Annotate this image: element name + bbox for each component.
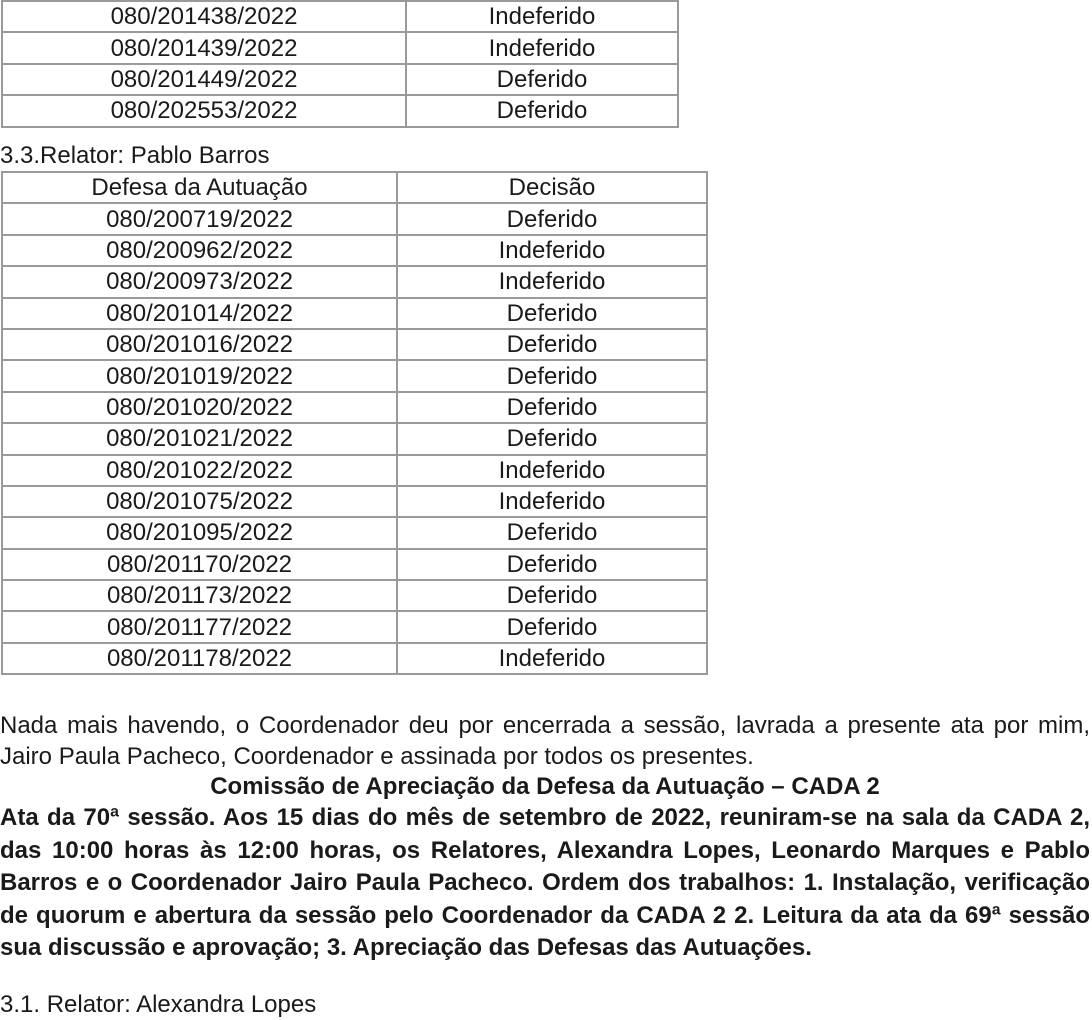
decisao-cell: Deferido — [397, 517, 707, 548]
defesa-number-cell: 080/200719/2022 — [2, 203, 397, 234]
defesa-number-cell: 080/202553/2022 — [2, 95, 406, 126]
decisao-cell: Indeferido — [406, 32, 678, 63]
decisao-cell: Deferido — [397, 329, 707, 360]
table-row — [2, 580, 707, 611]
defesa-number-cell: 080/200973/2022 — [2, 266, 397, 297]
defesa-number-cell: 080/201449/2022 — [2, 64, 406, 95]
defesa-number-cell: 080/200962/2022 — [2, 235, 397, 266]
table-header-row — [2, 172, 707, 203]
defesa-number-cell: 080/201019/2022 — [2, 360, 397, 391]
defesa-number-cell: 080/201170/2022 — [2, 549, 397, 580]
defesa-number-cell: 080/201075/2022 — [2, 486, 397, 517]
decisao-cell: Indeferido — [397, 486, 707, 517]
defesa-number-cell: 080/201438/2022 — [2, 1, 406, 32]
decisao-cell: Deferido — [397, 298, 707, 329]
table-row — [2, 329, 707, 360]
table-row — [2, 1, 678, 32]
defesa-number-cell: 080/201022/2022 — [2, 455, 397, 486]
table-row — [2, 203, 707, 234]
closing-paragraph: Nada mais havendo, o Coordenador deu por encerrada a sessão, lavrada a presente ata por mim, Jairo Paula Pacheco, Coordenador e assinada por todos os presentes. — [0, 712, 1090, 770]
column-header-defesa: Defesa da Autuação — [2, 172, 397, 203]
table-row — [2, 643, 707, 674]
decisao-cell: Deferido — [397, 203, 707, 234]
table-row — [2, 423, 707, 454]
defesa-number-cell: 080/201178/2022 — [2, 643, 397, 674]
relator-heading-pablo-barros: 3.3.Relator: Pablo Barros — [0, 142, 270, 169]
decisao-cell: Deferido — [397, 549, 707, 580]
table-row — [2, 298, 707, 329]
table-row — [2, 32, 678, 63]
section-heading: Comissão de Apreciação da Defesa da Autuação – CADA 2 — [210, 773, 880, 800]
table-row — [2, 517, 707, 548]
ata-paragraph: Ata da 70ª sessão. Aos 15 dias do mês de setembro de 2022, reuniram-se na sala da CADA 2, das 10:00 horas às 12:00 horas, os Relatores, Alexandra Lopes, Leonardo Marques e Pablo Barros e o Coordenador Jairo Paula Pacheco. Ordem dos trabalhos: 1. Instalação, verificação de quorum e abertura da sessão pelo Coordenador da CADA 2 2. Leitura da ata da 69ª sessão sua discussão e aprovação; 3. Apreciação das Defesas das Autuações. — [0, 804, 1090, 961]
decisao-cell: Deferido — [397, 360, 707, 391]
defesa-number-cell: 080/201439/2022 — [2, 32, 406, 63]
table-row — [2, 95, 678, 126]
decisao-cell: Deferido — [397, 611, 707, 642]
relator-heading-alexandra-lopes: 3.1. Relator: Alexandra Lopes — [0, 991, 317, 1018]
decisao-cell: Deferido — [397, 580, 707, 611]
defesa-number-cell: 080/201020/2022 — [2, 392, 397, 423]
decision-table-pablo-barros — [1, 171, 708, 675]
table-row — [2, 611, 707, 642]
defesa-number-cell: 080/201021/2022 — [2, 423, 397, 454]
table-row — [2, 392, 707, 423]
defesa-number-cell: 080/201173/2022 — [2, 580, 397, 611]
table-row — [2, 455, 707, 486]
decisao-cell: Deferido — [406, 95, 678, 126]
table-row — [2, 486, 707, 517]
decision-table-continued — [1, 0, 679, 128]
defesa-number-cell: 080/201016/2022 — [2, 329, 397, 360]
decisao-cell: Indeferido — [406, 1, 678, 32]
decisao-cell: Indeferido — [397, 235, 707, 266]
table-row — [2, 64, 678, 95]
table-row — [2, 549, 707, 580]
decisao-cell: Indeferido — [397, 266, 707, 297]
defesa-number-cell: 080/201177/2022 — [2, 611, 397, 642]
decisao-cell: Indeferido — [397, 643, 707, 674]
decisao-cell: Indeferido — [397, 455, 707, 486]
defesa-number-cell: 080/201014/2022 — [2, 298, 397, 329]
table-row — [2, 360, 707, 391]
column-header-decisao: Decisão — [397, 172, 707, 203]
defesa-number-cell: 080/201095/2022 — [2, 517, 397, 548]
decisao-cell: Deferido — [397, 423, 707, 454]
decisao-cell: Deferido — [406, 64, 678, 95]
table-row — [2, 235, 707, 266]
table-row — [2, 266, 707, 297]
decisao-cell: Deferido — [397, 392, 707, 423]
